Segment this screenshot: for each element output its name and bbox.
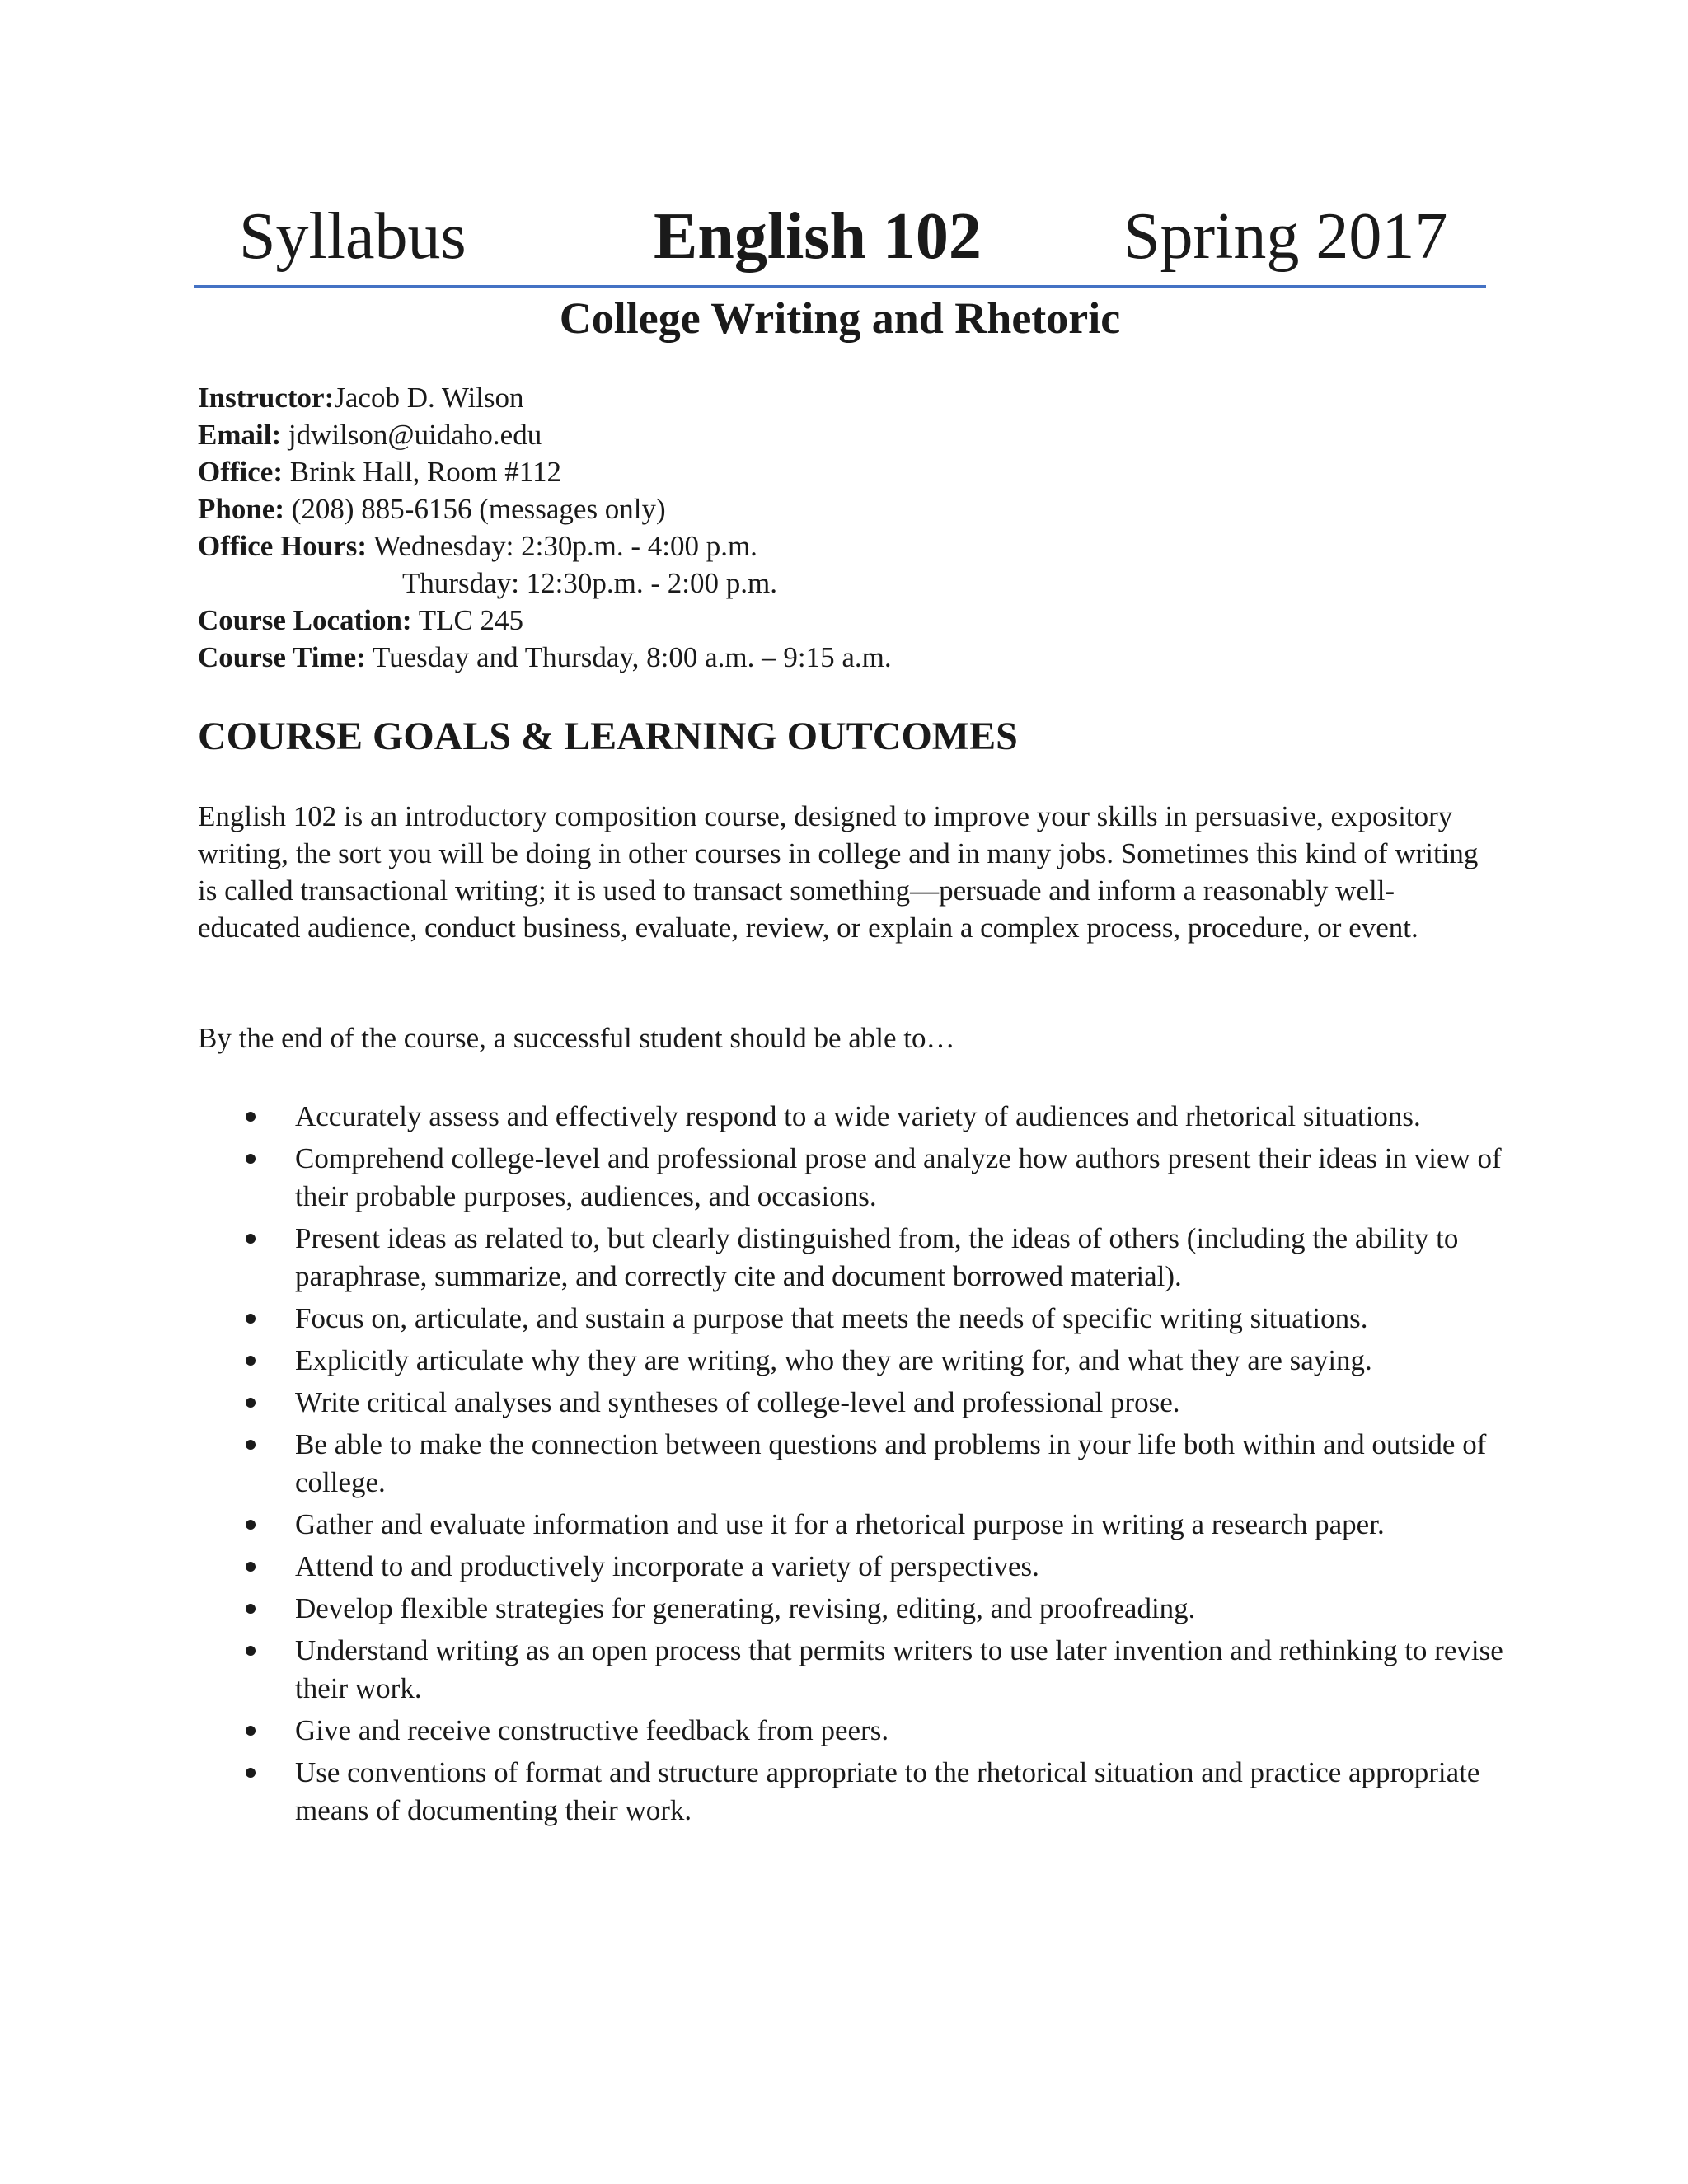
- office-hours-wednesday: Wednesday: 2:30p.m. - 4:00 p.m.: [373, 530, 757, 562]
- office-hours-thursday: Thursday: 12:30p.m. - 2:00 p.m.: [402, 567, 777, 599]
- course-time-line: [198, 639, 1517, 676]
- bullet-icon: [246, 1154, 256, 1164]
- title-divider: [194, 285, 1486, 288]
- section-heading: COURSE GOALS & LEARNING OUTCOMES: [198, 715, 1018, 758]
- bullet-icon: [246, 1440, 256, 1450]
- list-item-text: Gather and evaluate information and use it for a rhetorical purpose in writing a research paper.: [295, 1508, 1385, 1540]
- list-item-text: Explicitly articulate why they are writing, who they are writing for, and what they are saying.: [295, 1344, 1372, 1376]
- title-row: [194, 191, 1486, 282]
- list-item-text: Accurately assess and effectively respond to a wide variety of audiences and rhetorical situations.: [295, 1100, 1421, 1132]
- phone-label: Phone:: [198, 493, 284, 525]
- list-item: [198, 1712, 1508, 1750]
- course-subtitle: College Writing and Rhetoric: [559, 293, 1121, 343]
- bullet-icon: [246, 1520, 256, 1530]
- learning-outcomes-list: [198, 1098, 1508, 1834]
- instructor-name: Jacob D. Wilson: [334, 382, 524, 414]
- list-item-text: Comprehend college-level and professional prose and analyze how authors present their ideas in view of their probable purposes, audiences, and occasions.: [295, 1142, 1502, 1212]
- outcomes-lead-paragraph: By the end of the course, a successful student should be able to…: [198, 1022, 955, 1054]
- list-item: [198, 1506, 1508, 1544]
- phone-line: [198, 490, 1517, 527]
- list-item: [198, 1140, 1508, 1216]
- instructor-line: [198, 379, 1517, 416]
- list-item: [198, 1754, 1508, 1830]
- list-item: [198, 1220, 1508, 1296]
- instructor-info-block: [198, 379, 1517, 676]
- email-line: [198, 416, 1517, 453]
- list-item: [198, 1548, 1508, 1586]
- list-item-text: Use conventions of format and structure appropriate to the rhetorical situation and practice appropriate means of documenting their work.: [295, 1756, 1480, 1826]
- office-hours-label: Office Hours:: [198, 530, 368, 562]
- office-hours-line: [198, 527, 1517, 565]
- course-location-line: [198, 602, 1517, 639]
- bullet-icon: [246, 1726, 256, 1736]
- instructor-label: Instructor:: [198, 382, 335, 414]
- bullet-icon: [246, 1562, 256, 1572]
- list-item: [198, 1342, 1508, 1380]
- list-item: [198, 1384, 1508, 1422]
- term-title: Spring 2017: [1123, 200, 1448, 273]
- email-label: Email:: [198, 419, 282, 451]
- list-item: [198, 1590, 1508, 1628]
- bullet-icon: [246, 1768, 256, 1778]
- course-time-value: Tuesday and Thursday, 8:00 a.m. – 9:15 a.m.: [372, 641, 892, 673]
- list-item: [198, 1098, 1508, 1136]
- list-item-text: Be able to make the connection between questions and problems in your life both within and outside of college.: [295, 1428, 1487, 1498]
- list-item-text: Present ideas as related to, but clearly distinguished from, the ideas of others (including the ability to paraphrase, summarize, and correctly cite and document borrowed material).: [295, 1222, 1459, 1292]
- office-label: Office:: [198, 456, 283, 488]
- document-type-title: Syllabus: [239, 200, 467, 273]
- bullet-icon: [246, 1234, 256, 1244]
- bullet-icon: [246, 1314, 256, 1324]
- office-hours-line-2: [198, 565, 1517, 602]
- list-item-text: Focus on, articulate, and sustain a purpose that meets the needs of specific writing situations.: [295, 1302, 1368, 1334]
- list-item-text: Attend to and productively incorporate a variety of perspectives.: [295, 1550, 1039, 1582]
- bullet-icon: [246, 1646, 256, 1656]
- list-item-text: Develop flexible strategies for generating, revising, editing, and proofreading.: [295, 1592, 1196, 1624]
- phone-value: (208) 885-6156 (messages only): [291, 493, 666, 525]
- course-title: English 102: [654, 200, 982, 273]
- office-value: Brink Hall, Room #112: [289, 456, 561, 488]
- bullet-icon: [246, 1398, 256, 1408]
- list-item-text: Write critical analyses and syntheses of college-level and professional prose.: [295, 1386, 1180, 1418]
- list-item: [198, 1632, 1508, 1708]
- course-description-paragraph: English 102 is an introductory composition course, designed to improve your skills in persuasive, expository writing, the sort you will be doing in other courses in college and in many jobs. Sometimes this kind of writing is called transactional writing; it is used to transact something—persuade and inform a reasonably well-educated audience, conduct business, evaluate, review, or explain a complex process, procedure, or event.: [198, 800, 1479, 944]
- course-location-label: Course Location:: [198, 604, 412, 636]
- office-line: [198, 453, 1517, 490]
- bullet-icon: [246, 1112, 256, 1122]
- email-value: jdwilson@uidaho.edu: [288, 419, 542, 451]
- course-time-label: Course Time:: [198, 641, 366, 673]
- list-item-text: Understand writing as an open process that permits writers to use later invention and rethinking to revise their work.: [295, 1634, 1503, 1704]
- list-item: [198, 1426, 1508, 1502]
- bullet-icon: [246, 1604, 256, 1614]
- list-item-text: Give and receive constructive feedback from peers.: [295, 1714, 889, 1746]
- list-item: [198, 1300, 1508, 1338]
- bullet-icon: [246, 1356, 256, 1366]
- course-location-value: TLC 245: [418, 604, 524, 636]
